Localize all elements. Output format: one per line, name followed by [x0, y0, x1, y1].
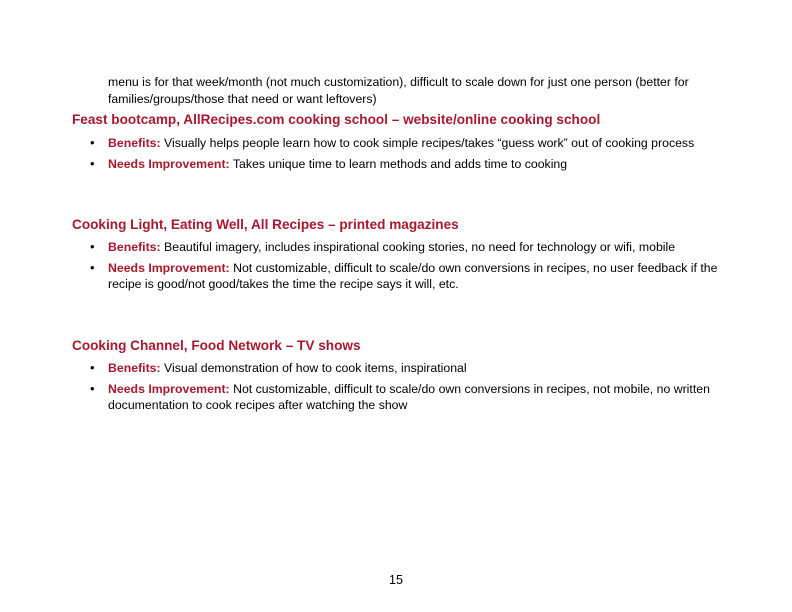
page-number: 15	[389, 573, 403, 587]
needs-improvement-item	[90, 259, 718, 293]
section-list-magazines	[90, 239, 718, 297]
needs-improvement-label: Needs Improvement:	[108, 381, 230, 396]
benefits-text: Visual demonstration of how to cook items, inspirational	[164, 361, 467, 375]
benefits-item	[90, 135, 718, 152]
benefits-item	[90, 360, 718, 377]
needs-improvement-label: Needs Improvement:	[108, 260, 230, 275]
benefits-text: Visually helps people learn how to cook simple recipes/takes “guess work” out of cooking process	[164, 136, 695, 150]
section-list-online-school	[90, 135, 718, 176]
needs-improvement-item	[90, 155, 718, 173]
bullet-icon: •	[90, 239, 95, 254]
section-heading-magazines: Cooking Light, Eating Well, All Recipes – printed magazines	[72, 217, 459, 232]
section-heading-online-school: Feast bootcamp, AllRecipes.com cooking school – website/online cooking school	[72, 112, 601, 127]
benefits-label: Benefits:	[108, 361, 161, 375]
bullet-icon: •	[90, 380, 95, 396]
benefits-item	[90, 239, 718, 256]
benefits-label: Benefits:	[108, 136, 161, 150]
section-heading-tv-shows: Cooking Channel, Food Network – TV shows	[72, 338, 361, 353]
benefits-text: Beautiful imagery, includes inspirational cooking stories, no need for technology or wifi, mobile	[164, 240, 676, 254]
bullet-icon: •	[90, 360, 95, 375]
needs-improvement-item	[90, 380, 718, 414]
needs-improvement-text: Takes unique time to learn methods and adds time to cooking	[232, 156, 568, 171]
bullet-icon: •	[90, 155, 95, 171]
needs-improvement-label: Needs Improvement:	[108, 156, 230, 171]
continuation-text: menu is for that week/month (not much customization), difficult to scale down for just one person (better for families/groups/those that need or want leftovers)	[108, 75, 689, 106]
section-list-tv-shows	[90, 360, 718, 418]
needs-improvement-text: Not customizable, difficult to scale/do own conversions in recipes, not mobile, no written documentation to cook recipes after watching the show	[108, 381, 710, 412]
bullet-icon: •	[90, 135, 95, 150]
needs-improvement-text: Not customizable, difficult to scale/do own conversions in recipes, no user feedback if the recipe is good/not good/takes the time the recipe says it will, etc.	[108, 260, 718, 291]
bullet-icon: •	[90, 259, 95, 275]
benefits-label: Benefits:	[108, 240, 161, 254]
